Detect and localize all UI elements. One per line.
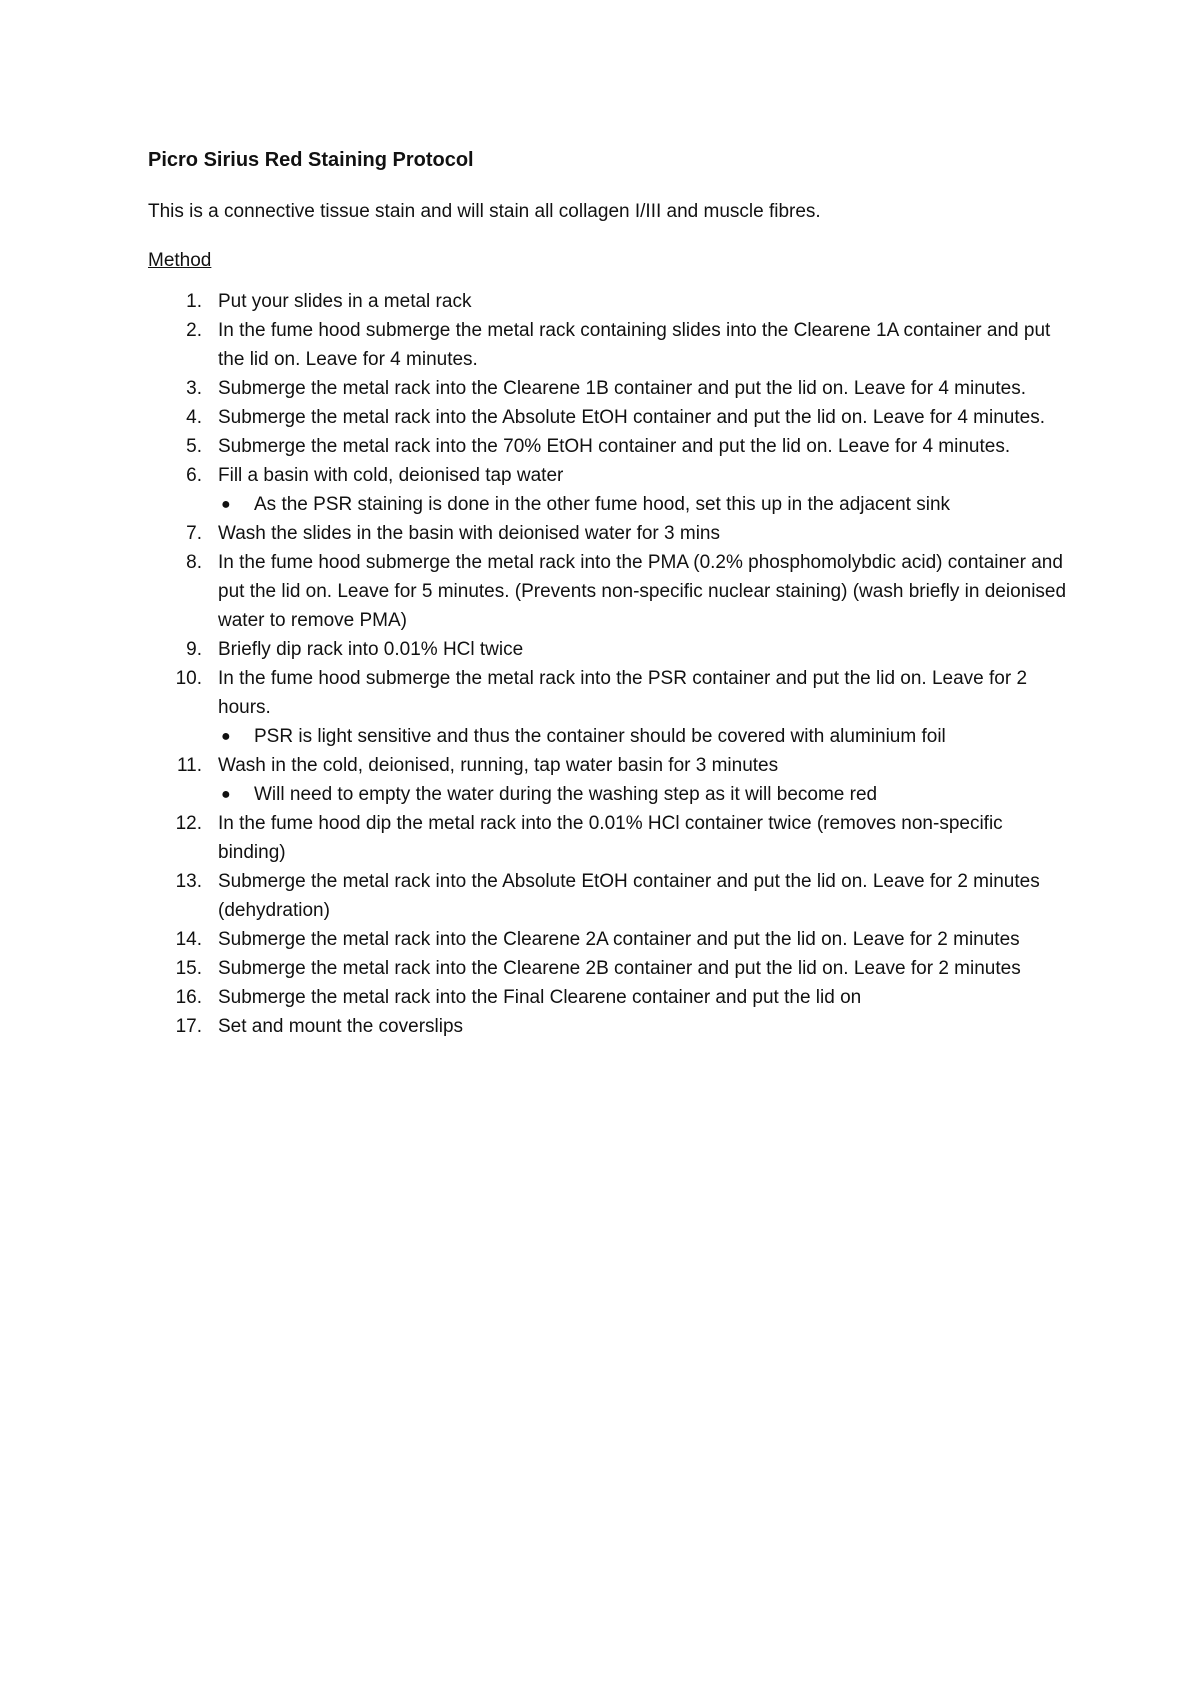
step-text: Submerge the metal rack into the Final Clearene container and put the lid on bbox=[218, 987, 862, 1008]
step-item bbox=[148, 519, 1068, 548]
step-text: In the fume hood submerge the metal rack into the PMA (0.2% phosphomolybdic acid) container and put the lid on. Leave for 5 minutes. (Prevents non-specific nuclear staining) (wash briefly in deionised water to remove PMA) bbox=[218, 552, 1067, 631]
step-number: 10. bbox=[175, 668, 202, 689]
step-number: 16. bbox=[175, 987, 202, 1008]
step-item bbox=[148, 925, 1068, 954]
step-item bbox=[148, 867, 1068, 925]
step-number: 17. bbox=[175, 1016, 202, 1037]
sub-bullet-text: Will need to empty the water during the washing step as it will become red bbox=[254, 784, 878, 805]
step-text: Put your slides in a metal rack bbox=[218, 291, 472, 312]
bullet-icon: ● bbox=[221, 786, 231, 803]
document-title: Picro Sirius Red Staining Protocol bbox=[148, 149, 474, 171]
step-item bbox=[148, 751, 1068, 809]
sub-bullet-item bbox=[218, 722, 1068, 751]
step-number: 11. bbox=[176, 755, 202, 776]
step-text: Fill a basin with cold, deionised tap water bbox=[218, 465, 564, 486]
step-item bbox=[148, 374, 1068, 403]
step-item bbox=[148, 1012, 1068, 1041]
step-item bbox=[148, 954, 1068, 983]
sub-bullet-list bbox=[218, 490, 1068, 519]
step-item bbox=[148, 983, 1068, 1012]
step-number: 8. bbox=[186, 552, 202, 573]
method-heading: Method bbox=[148, 250, 212, 271]
step-item bbox=[148, 809, 1068, 867]
step-item bbox=[148, 548, 1068, 635]
step-number: 5. bbox=[186, 436, 202, 457]
step-text: Submerge the metal rack into the Clearene 2A container and put the lid on. Leave for 2 minutes bbox=[218, 929, 1020, 950]
step-number: 14. bbox=[175, 929, 202, 950]
step-text: Set and mount the coverslips bbox=[218, 1016, 464, 1037]
method-steps-list bbox=[148, 287, 1068, 1041]
step-text: Submerge the metal rack into the Clearene 2B container and put the lid on. Leave for 2 minutes bbox=[218, 958, 1021, 979]
step-number: 1. bbox=[186, 291, 202, 312]
step-text: In the fume hood submerge the metal rack containing slides into the Clearene 1A container and put the lid on. Leave for 4 minutes. bbox=[218, 320, 1051, 370]
step-text: Wash in the cold, deionised, running, tap water basin for 3 minutes bbox=[218, 755, 779, 776]
step-text: Submerge the metal rack into the 70% EtOH container and put the lid on. Leave for 4 minutes. bbox=[218, 436, 1011, 457]
document-body bbox=[148, 146, 1068, 1041]
step-text: In the fume hood submerge the metal rack into the PSR container and put the lid on. Leave for 2 hours. bbox=[218, 668, 1028, 718]
sub-bullet-list bbox=[218, 722, 1068, 751]
intro-paragraph: This is a connective tissue stain and will stain all collagen I/III and muscle fibres. bbox=[148, 201, 821, 222]
step-number: 6. bbox=[186, 465, 202, 486]
step-text: Submerge the metal rack into the Absolute EtOH container and put the lid on. Leave for 2 minutes (dehydration) bbox=[218, 871, 1040, 921]
step-number: 13. bbox=[175, 871, 202, 892]
step-text: In the fume hood dip the metal rack into the 0.01% HCl container twice (removes non-specific binding) bbox=[218, 813, 1003, 863]
step-text: Submerge the metal rack into the Clearene 1B container and put the lid on. Leave for 4 minutes. bbox=[218, 378, 1026, 399]
step-item bbox=[148, 316, 1068, 374]
step-item bbox=[148, 287, 1068, 316]
step-item bbox=[148, 432, 1068, 461]
step-text: Briefly dip rack into 0.01% HCl twice bbox=[218, 639, 524, 660]
step-item bbox=[148, 664, 1068, 751]
step-item bbox=[148, 403, 1068, 432]
sub-bullet-list bbox=[218, 780, 1068, 809]
step-number: 9. bbox=[186, 639, 202, 660]
bullet-icon: ● bbox=[221, 728, 231, 745]
sub-bullet-item bbox=[218, 780, 1068, 809]
sub-bullet-item bbox=[218, 490, 1068, 519]
step-text: Submerge the metal rack into the Absolute EtOH container and put the lid on. Leave for 4 minutes. bbox=[218, 407, 1045, 428]
step-number: 15. bbox=[175, 958, 202, 979]
step-number: 3. bbox=[186, 378, 202, 399]
sub-bullet-text: As the PSR staining is done in the other fume hood, set this up in the adjacent sink bbox=[254, 494, 951, 515]
step-number: 4. bbox=[186, 407, 202, 428]
step-number: 2. bbox=[186, 320, 202, 341]
step-number: 12. bbox=[175, 813, 202, 834]
step-item bbox=[148, 461, 1068, 519]
step-text: Wash the slides in the basin with deionised water for 3 mins bbox=[218, 523, 720, 544]
bullet-icon: ● bbox=[221, 496, 231, 513]
step-item bbox=[148, 635, 1068, 664]
sub-bullet-text: PSR is light sensitive and thus the container should be covered with aluminium foil bbox=[254, 726, 946, 747]
step-number: 7. bbox=[186, 523, 202, 544]
